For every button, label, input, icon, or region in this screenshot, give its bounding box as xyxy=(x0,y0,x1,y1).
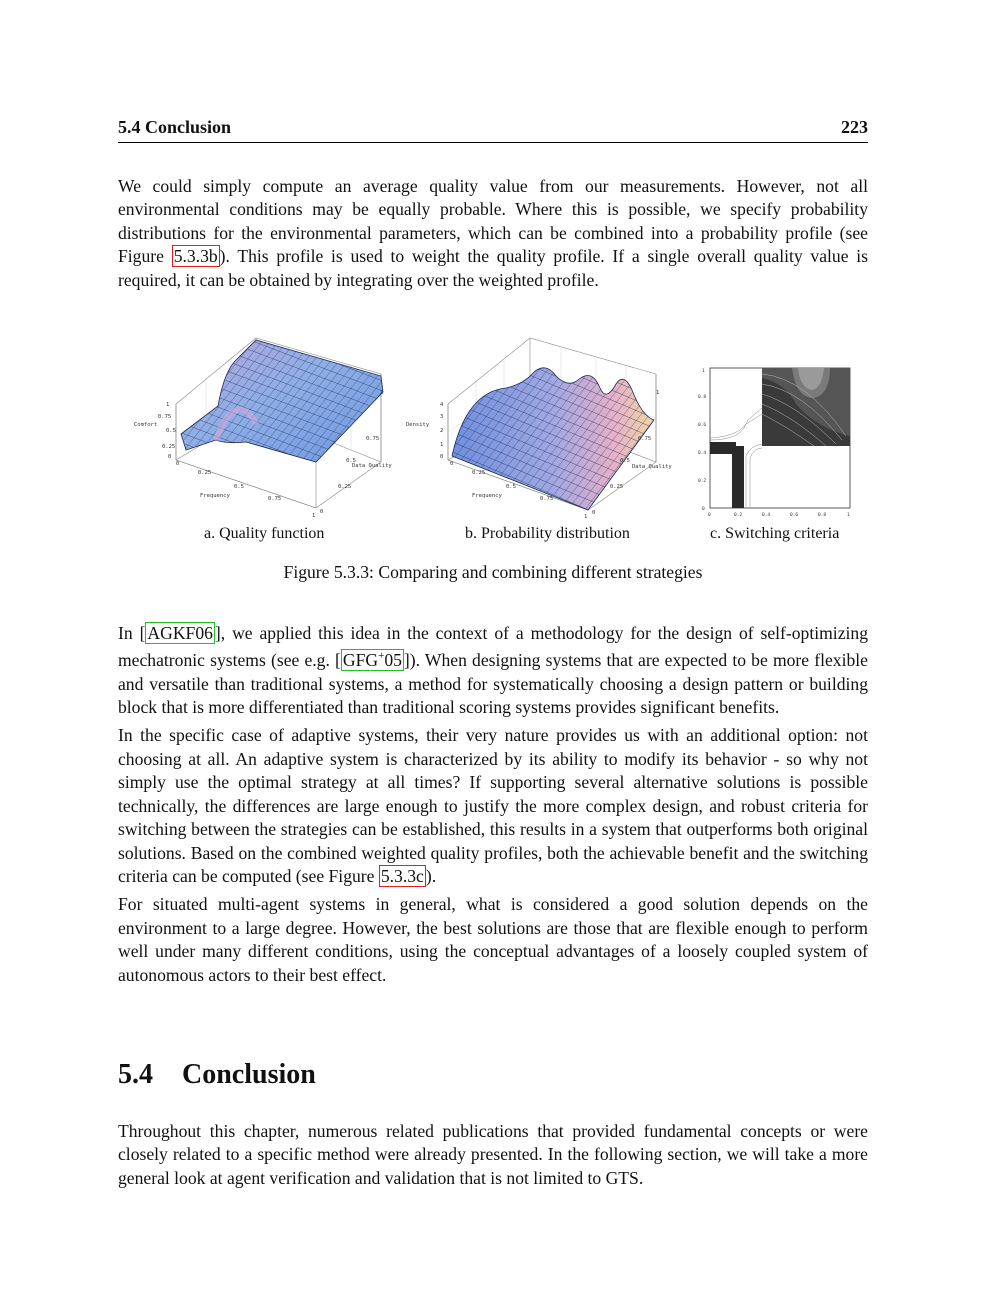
running-head xyxy=(118,116,868,143)
ytick-a-1: 0.25 xyxy=(338,484,352,490)
zlabel-a: Comfort xyxy=(134,422,158,428)
figure-ref-5-3-3b[interactable]: 5.3.3b xyxy=(173,246,218,267)
ytick-a-0: 0 xyxy=(320,509,324,515)
ztick-b-3: 3 xyxy=(440,414,444,420)
xtick-a-1: 0.25 xyxy=(198,470,212,476)
subcaption-c: c. Switching criteria xyxy=(710,525,840,542)
subcaption-a: a. Quality function xyxy=(204,525,325,542)
ytick-c-1: 0.2 xyxy=(698,479,707,484)
xtick-b-1: 0.25 xyxy=(472,470,486,476)
xtick-c-0: 0 xyxy=(708,513,711,518)
ytick-b-3: 0.75 xyxy=(638,436,652,442)
paragraph-3-text-a: In the specific case of adaptive systems, their very nature provides us with an additional option: not choosing at all. An adaptive system is characterized by its ability to modify its behavior - so why not simply use the optimal strategy at all times? If supporting several alternative solutions is possible technically, the differences are large enough to justify the more complex design, and robust criteria for switching between the strategies can be established, this results in a system that outperforms both original solutions. Based on the combined weighted quality profiles, both the achievable benefit and the switching criteria can be computed (see Figure xyxy=(118,725,868,886)
ytick-a-4: 1 xyxy=(380,390,384,396)
ytick-b-2: 0.5 xyxy=(620,458,630,464)
citation-gfg05[interactable] xyxy=(341,649,404,671)
ylabel-b: Data Quality xyxy=(632,464,672,470)
ylabel-a: Data Quality xyxy=(352,463,392,469)
xtick-c-1: 0.2 xyxy=(734,513,743,518)
probability-distribution-plot xyxy=(406,332,696,522)
figure-ref-5-3-3c[interactable]: 5.3.3c xyxy=(380,865,424,886)
contour-region-horizontal xyxy=(710,442,736,454)
ztick-b-4: 4 xyxy=(440,402,444,408)
switching-criteria-plot xyxy=(696,364,856,520)
xtick-c-2: 0.4 xyxy=(762,513,771,518)
xtick-c-5: 1 xyxy=(847,513,850,518)
page-number: 223 xyxy=(841,117,868,137)
ztick-b-0: 0 xyxy=(440,454,444,460)
ztick-a-1: 0.25 xyxy=(162,444,176,450)
ytick-c-5: 1 xyxy=(702,369,705,374)
ytick-b-1: 0.25 xyxy=(610,484,624,490)
paragraph-1 xyxy=(118,175,868,292)
xtick-a-0: 0 xyxy=(176,461,180,467)
xtick-b-4: 1 xyxy=(584,514,588,520)
subfigure-b-probability-distribution xyxy=(406,332,696,522)
xtick-b-3: 0.75 xyxy=(540,496,554,502)
ztick-b-1: 1 xyxy=(440,442,444,448)
ztick-a-4: 1 xyxy=(166,402,170,408)
paragraph-4: For situated multi-agent systems in general, what is considered a good solution depends on the environment to a large degree. However, the best solutions are those that are flexible enough to perform well under many different conditions, using the conceptual advantages of a loosely coupled system of autonomous actors to their best effect. xyxy=(118,894,868,985)
xtick-a-2: 0.5 xyxy=(234,484,244,490)
paragraph-2-text-c: ). When designing systems that are expected to be more flexible and versatile than traditional systems, a method for systematically choosing a design pattern or building block that is more differentiated than traditional scoring systems provides significant benefits. xyxy=(118,650,868,718)
paragraph-1-text-b: ). This profile is used to weight the quality profile. If a single overall quality value is required, it can be obtained by integrating over the weighted profile. xyxy=(118,246,868,290)
paragraph-3 xyxy=(118,724,868,888)
xtick-b-2: 0.5 xyxy=(506,484,516,490)
quality-function-plot xyxy=(126,332,401,522)
ytick-b-0: 0 xyxy=(592,510,596,516)
citation-gfg05-tail: 05 xyxy=(384,650,402,671)
figure-5-3-3 xyxy=(118,332,868,592)
ytick-b-4: 1 xyxy=(656,390,660,396)
ztick-a-3: 0.75 xyxy=(158,414,172,420)
xtick-c-4: 0.8 xyxy=(818,513,827,518)
paragraph-2: In [ AGKF06 ], we applied this idea in the context of a methodology for the design of self-optimizing mechatronic systems (see e.g. [ GFG+05 ]). When designing systems that are expected to be more flexible and versatile than traditional systems, a method for systematically choosing a design pattern or building block that is more differentiated than traditional scoring systems provides significant benefits. xyxy=(118,623,868,718)
xtick-c-3: 0.6 xyxy=(790,513,799,518)
ytick-a-2: 0.5 xyxy=(346,458,356,464)
paragraph-group-2 xyxy=(118,622,868,987)
section-number: 5.4 xyxy=(118,1059,153,1090)
xtick-a-4: 1 xyxy=(312,513,316,519)
section-title: Conclusion xyxy=(182,1059,316,1090)
ztick-a-2: 0.5 xyxy=(166,428,176,434)
subcaption-b: b. Probability distribution xyxy=(465,525,630,542)
ytick-c-2: 0.4 xyxy=(698,451,707,456)
xtick-b-0: 0 xyxy=(450,461,454,467)
citation-agkf06[interactable]: AGKF06 xyxy=(147,623,213,643)
paragraph-2-text-a: In xyxy=(118,623,140,643)
ytick-c-0: 0 xyxy=(702,507,705,512)
paragraph-2-text-b: , we applied this idea in the context of a methodology for the design of self-optimizing mechatronic systems (see e.g. xyxy=(118,623,868,671)
paragraph-5-container xyxy=(118,1120,868,1190)
figure-caption: Figure 5.3.3: Comparing and combining different strategies xyxy=(283,562,703,582)
ytick-c-4: 0.8 xyxy=(698,395,707,400)
zlabel-b: Density xyxy=(406,422,430,428)
xtick-a-3: 0.75 xyxy=(268,496,282,502)
xlabel-a: Frequency xyxy=(200,493,230,499)
ztick-b-2: 2 xyxy=(440,428,444,434)
paragraph-3-text-b: ). xyxy=(425,865,437,886)
ztick-a-0: 0 xyxy=(168,454,172,460)
section-heading xyxy=(118,1058,316,1092)
xlabel-b: Frequency xyxy=(472,493,502,499)
paragraph-1-text-a: We could simply compute an average quality value from our measurements. However, not all environmental conditions may be equally probable. Where this is possible, we specify probability distributions for the environmental parameters, which can be combined into a probability profile (see Figure xyxy=(118,176,868,267)
paragraph-5: Throughout this chapter, numerous related publications that provided fundamental concepts or were closely related to a specific method were already presented. In the following section, we will take a more general look at agent verification and validation that is not limited to GTS. xyxy=(118,1121,868,1188)
citation-gfg05-sup: + xyxy=(378,650,385,663)
subfigure-a-quality-function xyxy=(126,332,401,522)
running-head-section: 5.4 Conclusion xyxy=(118,117,232,137)
citation-gfg05-main: GFG xyxy=(342,650,379,671)
subfigure-c-switching-criteria xyxy=(696,364,856,520)
ytick-c-3: 0.6 xyxy=(698,423,707,428)
ytick-a-3: 0.75 xyxy=(366,436,380,442)
contour-region-vertical xyxy=(732,446,744,508)
